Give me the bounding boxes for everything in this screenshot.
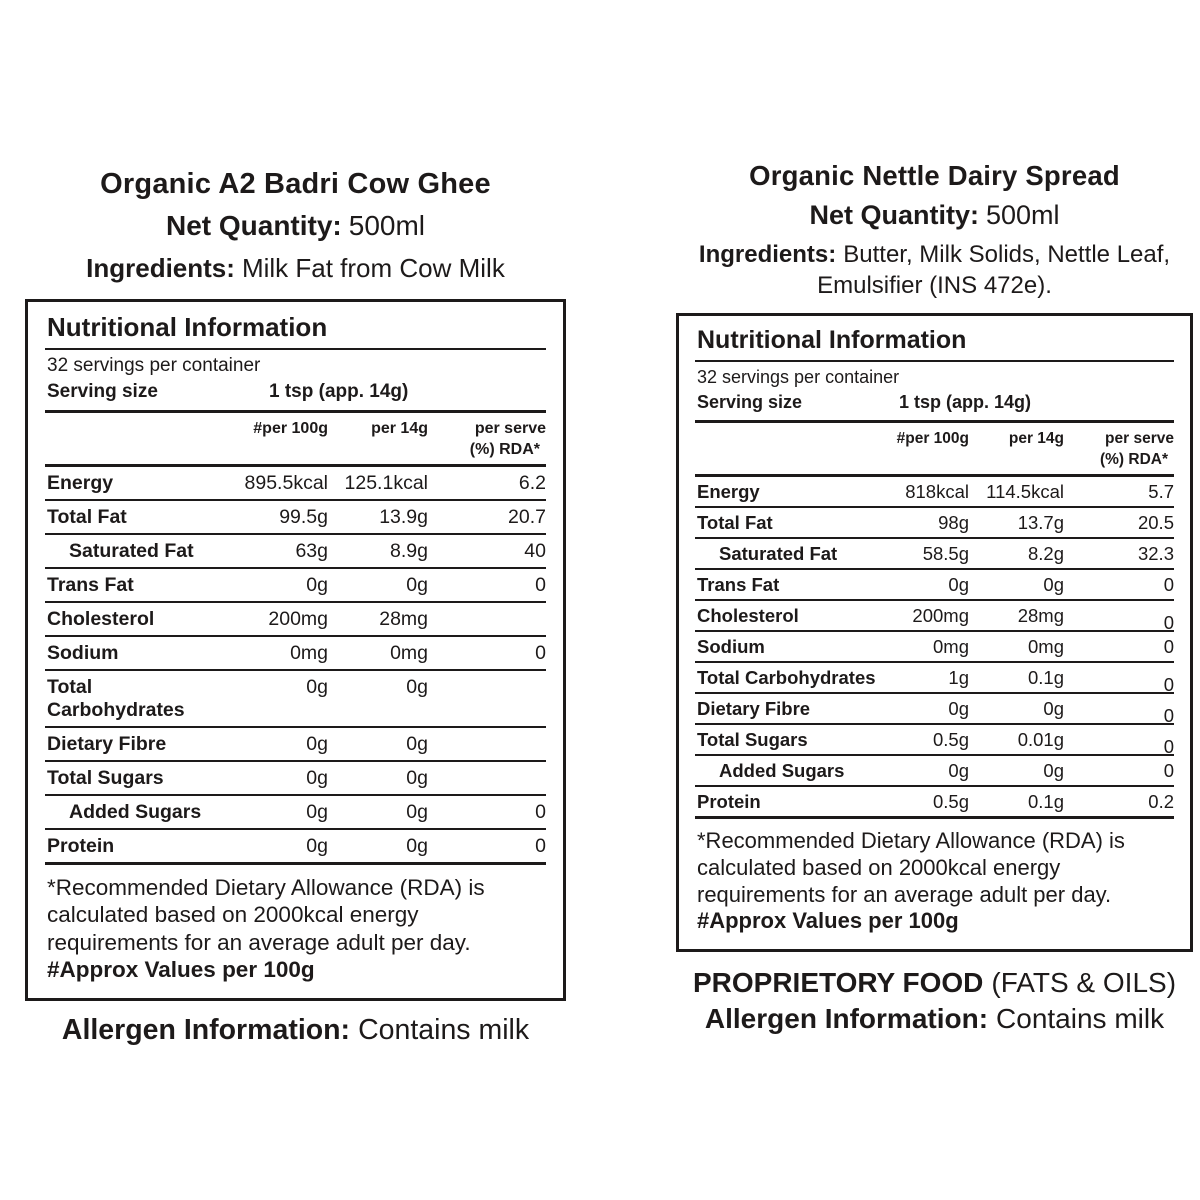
table-row [45, 569, 546, 603]
per-14g-value: 0.1g [1027, 791, 1064, 812]
table-row [695, 477, 1174, 508]
per-14g-value: 0g [406, 835, 428, 857]
ingredients-line-2: Emulsifier (INS 472e). [817, 272, 1052, 299]
approx-values-note: #Approx Values per 100g [697, 908, 959, 934]
nutrient-label: Total Fat [47, 506, 127, 528]
per-14g-value: 0g [1043, 760, 1064, 781]
per-100g-value: 0.5g [932, 791, 969, 812]
per-14g-value: 0.1g [1027, 667, 1064, 688]
table-row [695, 725, 1174, 756]
per-14g-value: 8.9g [390, 540, 428, 562]
nutrient-label: Total Sugars [47, 767, 164, 789]
ingredients-label: Ingredients: [86, 253, 235, 283]
serving-size-value: 1 tsp (app. 14g) [269, 381, 409, 402]
col-per-serve: per serve (%) RDA* [469, 420, 546, 458]
net-quantity-value: 500ml [348, 210, 426, 241]
serving-size-value: 1 tsp (app. 14g) [899, 392, 1032, 412]
per-100g-value: 0.5g [932, 729, 969, 750]
per-14g-value: 0g [1043, 698, 1064, 719]
col-per-14g: per 14g [371, 420, 428, 437]
col-per-14g: per 14g [1008, 430, 1064, 447]
allergen-value: Contains milk [996, 1003, 1165, 1035]
per-100g-value: 200mg [268, 608, 328, 630]
table-row [45, 603, 546, 637]
nutrient-label: Trans Fat [697, 574, 780, 595]
allergen-value: Contains milk [358, 1013, 530, 1046]
nutrient-label: Total Fat [697, 512, 773, 533]
per-100g-value: 0g [306, 676, 328, 698]
table-row [45, 796, 546, 830]
per-serve-value: 32.3 [1137, 543, 1174, 564]
per-100g-value: 0g [948, 574, 969, 595]
per-serve-value: 0 [1163, 574, 1174, 595]
per-serve-value: 0 [1163, 760, 1174, 781]
table-row [45, 830, 546, 865]
nutrient-label: Added Sugars [719, 760, 845, 781]
per-100g-value: 0g [948, 698, 969, 719]
per-100g-value: 818kcal [905, 481, 969, 502]
per-serve-value: 5.7 [1148, 481, 1174, 502]
per-14g-value: 0g [1043, 574, 1064, 595]
per-14g-value: 28mg [379, 608, 428, 630]
ingredients-label: Ingredients: [698, 241, 837, 268]
nutrient-label: Protein [697, 791, 761, 812]
per-100g-value: 99.5g [279, 506, 328, 528]
table-row [45, 762, 546, 796]
per-100g-value: 63g [295, 540, 328, 562]
per-14g-value: 0.01g [1017, 729, 1064, 750]
nutrition-table [676, 313, 1193, 952]
allergen-line [25, 1014, 566, 1047]
servings-per-container: 32 servings per container [47, 355, 261, 376]
table-row [45, 671, 546, 728]
per-serve-value: 0 [1163, 636, 1174, 657]
net-quantity-line [676, 200, 1193, 231]
per-14g-value: 0mg [390, 642, 428, 664]
col-per-100g: #per 100g [253, 420, 328, 437]
allergen-label: Allergen Information: [61, 1013, 351, 1046]
column-header-row [695, 423, 1174, 477]
nutrient-label: Added Sugars [69, 801, 202, 823]
nutrient-label: Cholesterol [697, 605, 799, 626]
per-14g-value: 13.7g [1017, 512, 1064, 533]
per-serve-value: 20.7 [508, 506, 546, 528]
table-row [45, 467, 546, 501]
nutrient-label: Trans Fat [47, 574, 134, 596]
nutrient-label: Sodium [697, 636, 765, 657]
food-category-bold: PROPRIETORY FOOD [692, 967, 984, 999]
product-title: Organic A2 Badri Cow Ghee [100, 168, 491, 200]
table-row [695, 508, 1174, 539]
nutrient-label: Energy [47, 472, 114, 494]
per-serve-value: 0 [535, 574, 546, 596]
rda-footnote: *Recommended Dietary Allowance (RDA) is calculated based on 2000kcal energy requirements for an average adult per day. #Approx Values per 100g [695, 819, 1174, 937]
per-14g-value: 0g [406, 676, 428, 698]
table-row [695, 539, 1174, 570]
nutrient-label: Saturated Fat [719, 543, 838, 564]
net-quantity-label: Net Quantity: [165, 210, 342, 241]
table-row [45, 637, 546, 671]
per-100g-value: 0g [948, 760, 969, 781]
food-category-rest: (FATS & OILS) [991, 967, 1177, 999]
per-100g-value: 58.5g [922, 543, 969, 564]
per-serve-value: 0 [1163, 705, 1174, 726]
ingredients-line [676, 241, 1193, 269]
per-serve-value: 20.5 [1137, 512, 1174, 533]
approx-values-note: #Approx Values per 100g [47, 957, 315, 983]
per-100g-value: 0g [306, 574, 328, 596]
nutrient-label: Protein [47, 835, 115, 857]
serving-size-row [45, 378, 546, 413]
per-14g-value: 0g [406, 767, 428, 789]
per-serve-value: 0 [535, 801, 546, 823]
nutrient-label: Saturated Fat [69, 540, 194, 562]
per-14g-value: 13.9g [379, 506, 428, 528]
per-100g-value: 0g [306, 835, 328, 857]
table-row [695, 787, 1174, 819]
per-14g-value: 0g [406, 801, 428, 823]
nutrient-label: Total Sugars [697, 729, 808, 750]
allergen-label: Allergen Information: [704, 1003, 989, 1035]
serving-size-row [695, 389, 1174, 423]
table-row [695, 601, 1174, 632]
table-row [695, 570, 1174, 601]
per-serve-value: 0 [535, 642, 546, 664]
nutrition-title: Nutritional Information [695, 320, 1174, 362]
per-14g-value: 114.5kcal [986, 481, 1064, 502]
col-per-serve: per serve (%) RDA* [1099, 430, 1174, 468]
net-quantity-label: Net Quantity: [809, 200, 979, 230]
table-row [695, 694, 1174, 725]
allergen-line [676, 1003, 1193, 1035]
per-serve-value: 40 [524, 540, 546, 562]
per-serve-value: 0 [1163, 736, 1174, 757]
table-row [695, 756, 1174, 787]
per-14g-value: 8.2g [1027, 543, 1064, 564]
per-100g-value: 0g [306, 801, 328, 823]
nutrient-label: Cholesterol [47, 608, 155, 630]
per-100g-value: 98g [938, 512, 969, 533]
rda-footnote: *Recommended Dietary Allowance (RDA) is calculated based on 2000kcal energy requirements for an average adult per day. #Approx Values per 100g [45, 865, 546, 986]
per-100g-value: 0mg [290, 642, 328, 664]
nutrient-label: Sodium [47, 642, 119, 664]
nutrient-label: Energy [697, 481, 760, 502]
per-serve-value: 0 [1163, 612, 1174, 633]
serving-size-label: Serving size [697, 392, 803, 412]
per-100g-value: 200mg [912, 605, 969, 626]
food-category-line [676, 967, 1193, 999]
nutrient-label: Dietary Fibre [697, 698, 811, 719]
per-14g-value: 28mg [1017, 605, 1064, 626]
col-per-100g: #per 100g [896, 430, 969, 447]
per-100g-value: 895.5kcal [244, 472, 328, 494]
column-header-row [45, 413, 546, 467]
per-serve-value: 0 [1163, 674, 1174, 695]
per-serve-value: 0.2 [1148, 791, 1174, 812]
table-row [45, 728, 546, 762]
ingredients-line [25, 253, 566, 284]
left-label [25, 168, 566, 1047]
product-title: Organic Nettle Dairy Spread [749, 160, 1120, 191]
per-100g-value: 1g [948, 667, 969, 688]
table-row [695, 663, 1174, 694]
serving-size-label: Serving size [47, 381, 158, 402]
per-100g-value: 0g [306, 733, 328, 755]
nutrient-label: Dietary Fibre [47, 733, 167, 755]
table-row [45, 535, 546, 569]
table-row [45, 501, 546, 535]
nutrition-title: Nutritional Information [45, 306, 546, 350]
net-quantity-line [25, 210, 566, 242]
per-serve-value: 6.2 [518, 472, 546, 494]
ingredients-value: Milk Fat from Cow Milk [241, 253, 505, 283]
nutrient-label: Total Carbohydrates [697, 667, 876, 688]
per-14g-value: 0g [406, 574, 428, 596]
ingredients-value-line1: Butter, Milk Solids, Nettle Leaf, [843, 241, 1171, 268]
servings-per-container: 32 servings per container [697, 367, 900, 387]
nutrient-label: Total Carbohydrates [47, 676, 185, 721]
per-100g-value: 0g [306, 767, 328, 789]
per-100g-value: 0mg [933, 636, 969, 657]
per-14g-value: 0g [406, 733, 428, 755]
net-quantity-value: 500ml [985, 200, 1060, 230]
per-14g-value: 0mg [1028, 636, 1064, 657]
nutrition-table [25, 299, 566, 1001]
table-row [695, 632, 1174, 663]
per-serve-value: 0 [535, 835, 546, 857]
right-label [676, 160, 1193, 1035]
per-14g-value: 125.1kcal [344, 472, 428, 494]
